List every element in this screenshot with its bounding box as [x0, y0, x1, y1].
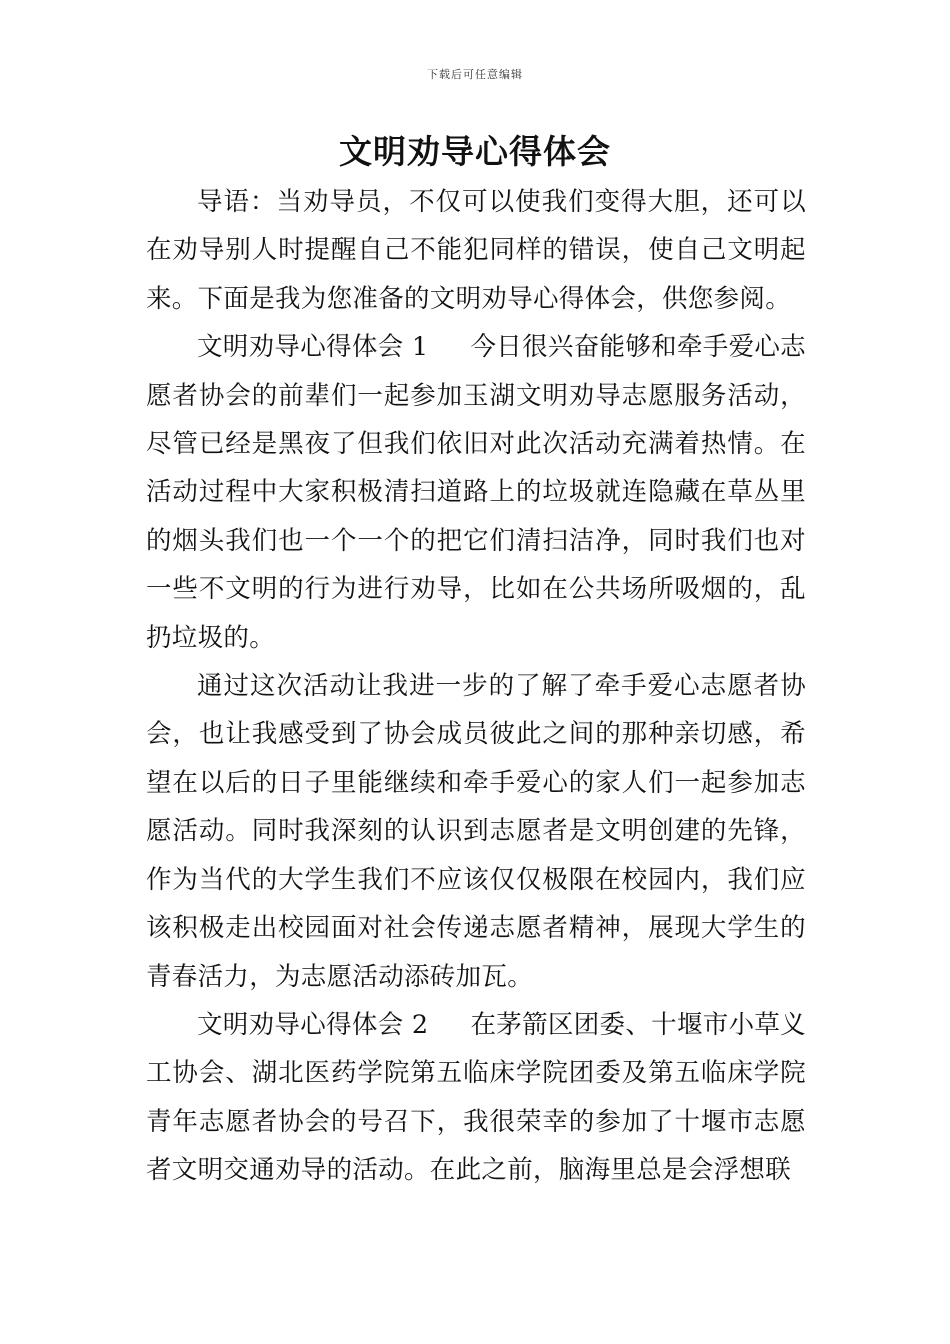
intro-paragraph: 导语：当劝导员，不仅可以使我们变得大胆，还可以在劝导别人时提醒自己不能犯同样的错误，使自己文明起来。下面是我为您准备的文明劝导心得体会，供您参阅。	[146, 187, 806, 314]
document-body	[146, 178, 806, 1195]
document-title: 文明劝导心得体会	[339, 132, 611, 171]
section2-paragraph-1	[146, 1001, 806, 1195]
header-note: 下载后可任意编辑	[427, 68, 523, 81]
section1-heading: 文明劝导心得体会 1	[197, 332, 429, 363]
section2-heading: 文明劝导心得体会 2	[197, 1009, 429, 1040]
section1-paragraph-2: 通过这次活动让我进一步的了解了牵手爱心志愿者协会，也让我感受到了协会成员彼此之间的那种亲切感，希望在以后的日子里能继续和牵手爱心的家人们一起参加志愿活动。同时我深刻的认识到志愿者是文明创建的先锋，作为当代的大学生我们不应该仅仅极限在校园内，我们应该积极走出校园面对社会传递志愿者精神，展现大学生的青春活力，为志愿活动添砖加瓦。	[146, 671, 806, 992]
section2-text-1: 在茅箭区团委、十堰市小草义工协会、湖北医药学院第五临床学院团委及第五临床学院青年志愿者协会的号召下，我很荣幸的参加了十堰市志愿者文明交通劝导的活动。在此之前，脑海里总是会浮想联	[146, 1009, 806, 1186]
section1-text-1: 今日很兴奋能够和牵手爱心志愿者协会的前辈们一起参加玉湖文明劝导志愿服务活动，尽管已经是黑夜了但我们依旧对此次活动充满着热情。在活动过程中大家积极清扫道路上的垃圾就连隐藏在草丛里的烟头我们也一个一个的把它们清扫洁净，同时我们也对一些不文明的行为进行劝导，比如在公共场所吸烟的，乱扔垃圾的。	[146, 332, 806, 653]
section1-paragraph-1	[146, 323, 806, 662]
